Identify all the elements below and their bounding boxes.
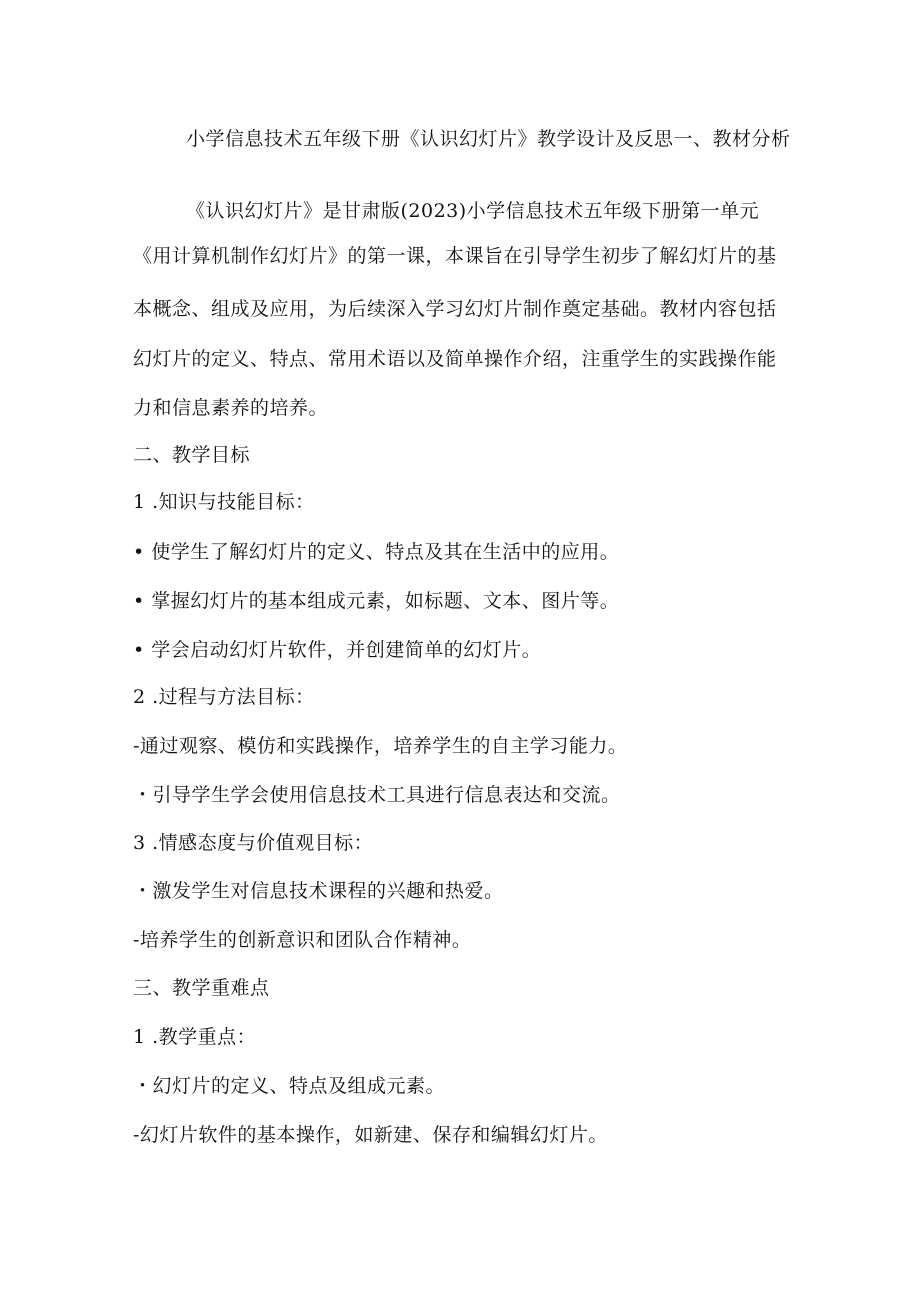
list-item: • 使学生了解幻灯片的定义、特点及其在生活中的应用。 xyxy=(133,541,620,563)
intro-line-2: 《用计算机制作幻灯片》的第一课，本课旨在引导学生初步了解幻灯片的基 xyxy=(133,245,777,267)
key-points-heading: 1 .教学重点： xyxy=(133,1026,257,1048)
list-item: ・引导学生学会使用信息技术工具进行信息表达和交流。 xyxy=(133,784,621,806)
list-item: -幻灯片软件的基本操作，如新建、保存和编辑幻灯片。 xyxy=(133,1124,608,1146)
section-heading-objectives: 二、教学目标 xyxy=(133,444,251,466)
intro-line-3: 本概念、组成及应用，为后续深入学习幻灯片制作奠定基础。教材内容包括 xyxy=(133,298,777,320)
list-item: ・幻灯片的定义、特点及组成元素。 xyxy=(133,1075,446,1097)
objective-heading-attitude: 3 .情感态度与价值观目标： xyxy=(133,832,374,854)
list-item: -培养学生的创新意识和团队合作精神。 xyxy=(133,929,472,951)
section-heading-key-points: 三、教学重难点 xyxy=(133,977,270,999)
intro-line-1: 《认识幻灯片》是甘肃版(2023)小学信息技术五年级下册第一单元 xyxy=(186,200,760,222)
intro-line-5: 力和信息素养的培养。 xyxy=(133,397,329,419)
intro-line-4: 幻灯片的定义、特点、常用术语以及简单操作介绍，注重学生的实践操作能 xyxy=(133,348,777,370)
objective-heading-process: 2 .过程与方法目标： xyxy=(133,686,315,708)
document-title: 小学信息技术五年级下册《认识幻灯片》教学设计及反思一、教材分析 xyxy=(186,128,791,150)
list-item: • 掌握幻灯片的基本组成元素，如标题、文本、图片等。 xyxy=(133,590,620,612)
list-item: • 学会启动幻灯片软件，并创建简单的幻灯片。 xyxy=(133,639,542,661)
objective-heading-knowledge: 1 .知识与技能目标： xyxy=(133,491,315,513)
list-item: -通过观察、模仿和实践操作，培养学生的自主学习能力。 xyxy=(133,735,628,757)
list-item: ・激发学生对信息技术课程的兴趣和热爱。 xyxy=(133,880,504,902)
